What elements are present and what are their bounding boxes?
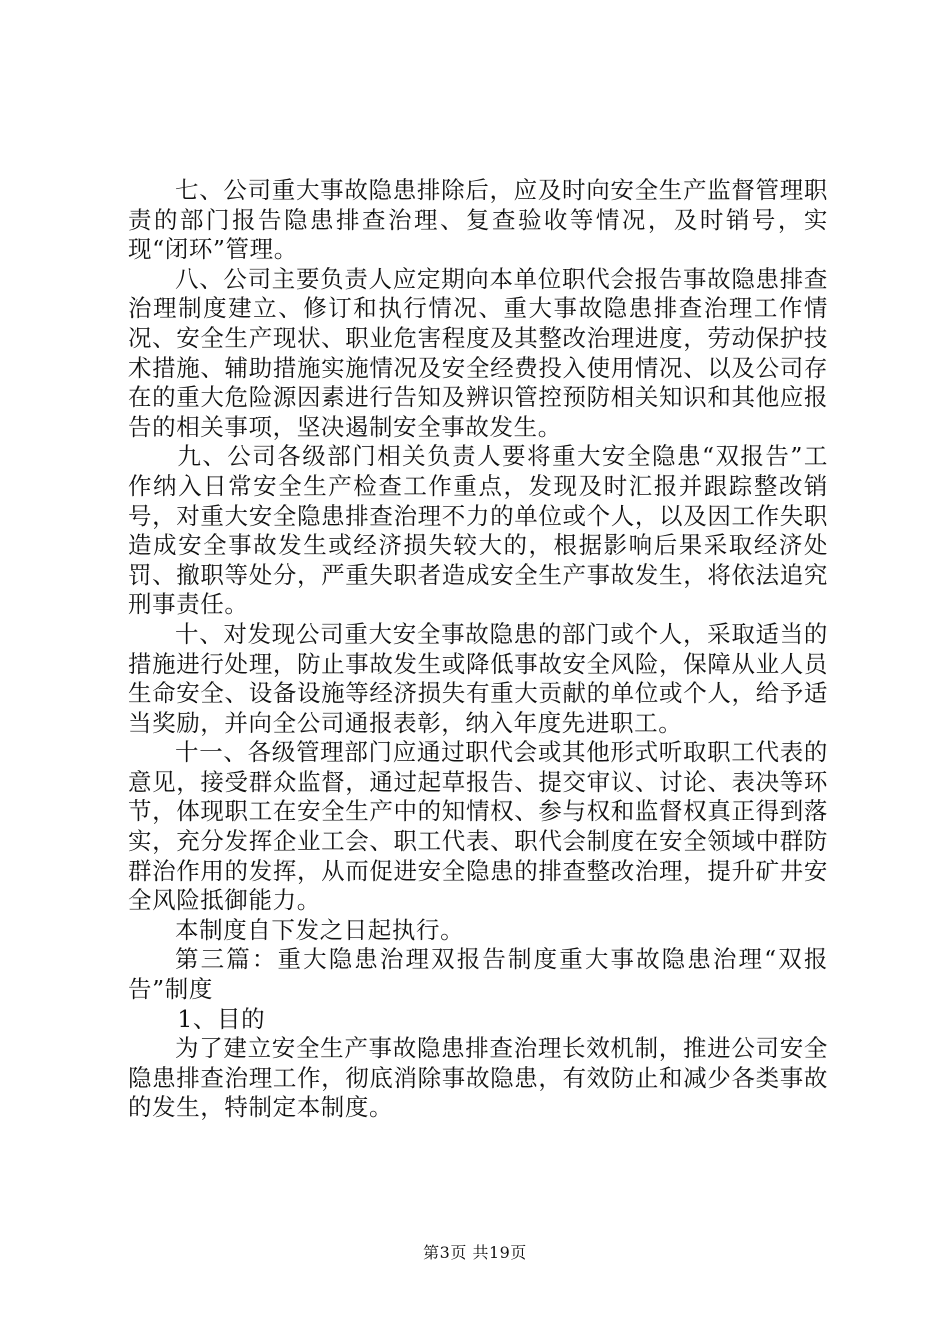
paragraph-8: 八、公司主要负责人应定期向本单位职代会报告事故隐患排查治理制度建立、修订和执行情况、重大事故隐患排查治理工作情况、安全生产现状、职业危害程度及其整改治理进度，劳动保护技术措施、辅助措施实施情况及安全经费投入使用情况、以及公司存在的重大危险源因素进行告知及辨识管控预防相关知识和其他应报告的相关事项，坚决遏制安全事故发生。 <box>128 264 828 441</box>
paragraph-7: 七、公司重大事故隐患排除后，应及时向安全生产监督管理职责的部门报告隐患排查治理、复查验收等情况，及时销号，实现“闭环”管理。 <box>128 176 828 264</box>
document-body <box>128 176 828 1123</box>
paragraph-9: 九、公司各级部门相关负责人要将重大安全隐患“双报告”工作纳入日常安全生产检查工作重点，发现及时汇报并跟踪整改销号，对重大安全隐患排查治理不力的单位或个人，以及因工作失职造成安全事故发生或经济损失较大的，根据影响后果采取经济处罚、撤职等处分，严重失职者造成安全生产事故发生，将依法追究刑事责任。 <box>128 442 828 619</box>
paragraph-10: 十、对发现公司重大安全事故隐患的部门或个人，采取适当的措施进行处理，防止事故发生或降低事故安全风险，保障从业人员生命安全、设备设施等经济损失有重大贡献的单位或个人，给予适当奖励，并向全公司通报表彰，纳入年度先进职工。 <box>128 619 828 737</box>
page-number-footer: 第3页 共19页 <box>423 1243 527 1262</box>
paragraph-11: 十一、各级管理部门应通过职代会或其他形式听取职工代表的意见，接受群众监督，通过起草报告、提交审议、讨论、表决等环节，体现职工在安全生产中的知情权、参与权和监督权真正得到落实，充分发挥企业工会、职工代表、职代会制度在安全领域中群防群治作用的发挥，从而促进安全隐患的排查整改治理，提升矿井安全风险抵御能力。 <box>128 738 828 915</box>
subheading-purpose: 1、目的 <box>177 1004 266 1033</box>
purpose-paragraph: 为了建立安全生产事故隐患排查治理长效机制，推进公司安全隐患排查治理工作，彻底消除事故隐患，有效防止和减少各类事故的发生，特制定本制度。 <box>128 1034 828 1122</box>
effective-date-note: 本制度自下发之日起执行。 <box>175 915 465 944</box>
section-heading: 第三篇：重大隐患治理双报告制度重大事故隐患治理“双报告”制度 <box>128 945 828 1004</box>
